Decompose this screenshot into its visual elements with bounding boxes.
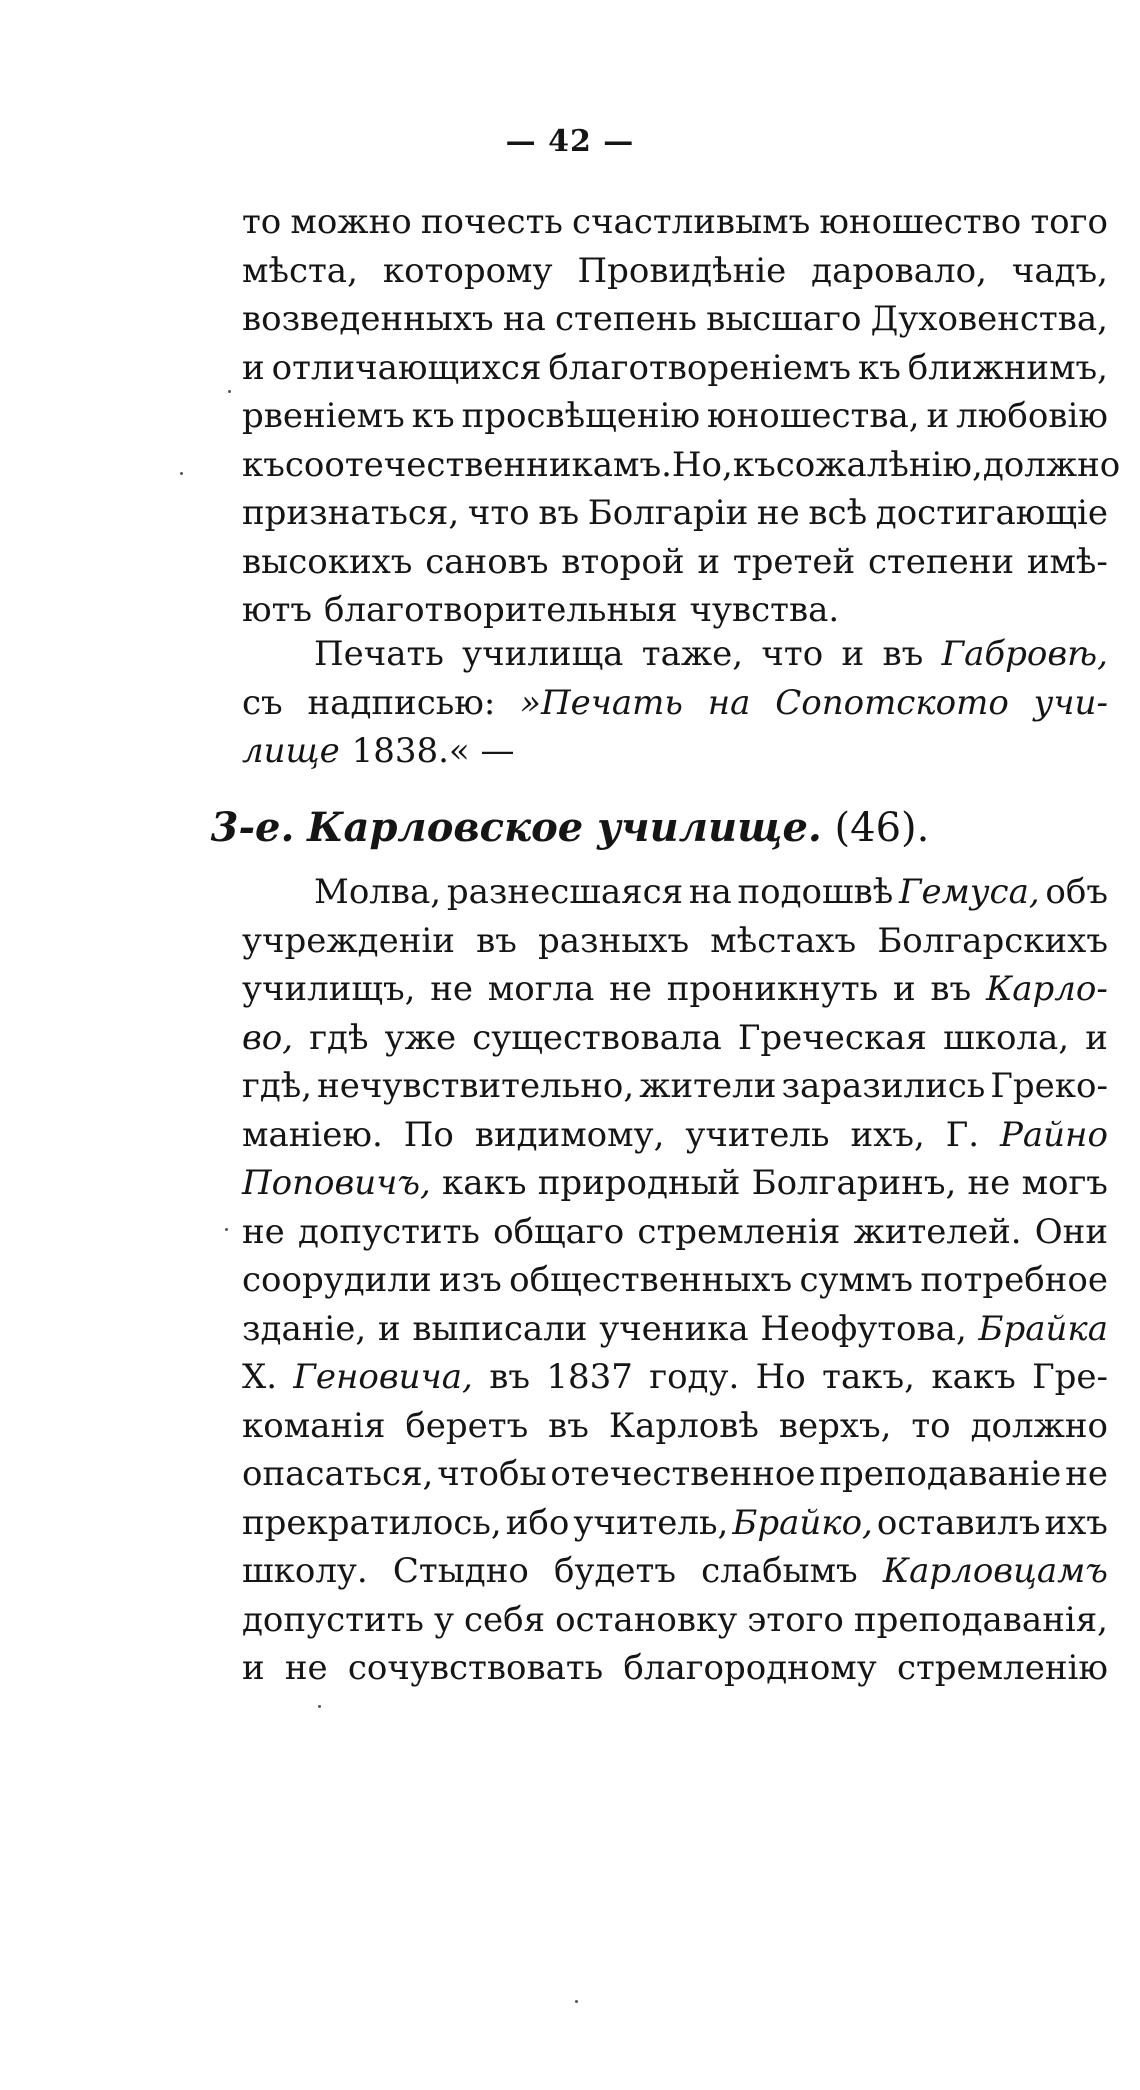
- word: и: [892, 969, 916, 1009]
- word: Болгаріи: [587, 493, 749, 533]
- word: и: [242, 347, 265, 388]
- word: какъ: [931, 1357, 1016, 1397]
- word: школу.: [242, 1551, 368, 1591]
- paragraph-1: [242, 198, 1121, 635]
- word: преподаваніе: [819, 1454, 1062, 1494]
- word: учрежденіи: [242, 920, 455, 961]
- word: третей: [732, 541, 856, 582]
- text-line: [242, 1062, 1108, 1111]
- word: ютъ: [242, 590, 313, 630]
- print-speck: [575, 2000, 578, 2003]
- print-speck: [225, 1228, 228, 1231]
- word: благотвореніемъ: [548, 347, 852, 388]
- word: къ: [242, 444, 285, 485]
- word: и: [242, 1648, 265, 1688]
- word: Они: [1034, 1211, 1108, 1252]
- italic-word: »Печать: [520, 682, 683, 723]
- word: 1838.« —: [351, 731, 515, 771]
- word: стремленія: [637, 1211, 841, 1252]
- word: Греко-: [990, 1066, 1108, 1106]
- word: не: [284, 1648, 328, 1688]
- text-line: [242, 295, 1108, 344]
- text-line: [242, 247, 1108, 296]
- italic-word: Габровѣ,: [941, 634, 1108, 674]
- section-title: Карловское училище.: [307, 804, 822, 851]
- word: которому: [382, 250, 553, 291]
- word: Но,: [671, 444, 733, 485]
- word: должно: [982, 444, 1121, 485]
- italic-word: Геновича,: [293, 1357, 473, 1397]
- word: просвѣщенію: [461, 396, 701, 436]
- word: этого: [747, 1599, 844, 1640]
- word: такъ,: [822, 1357, 915, 1397]
- text-line: [242, 630, 1108, 679]
- text-line: [242, 344, 1108, 393]
- word: себя: [463, 1599, 546, 1640]
- italic-word: Сопотското: [775, 682, 1009, 723]
- word: степень: [554, 299, 697, 339]
- text-line: [242, 1547, 1108, 1596]
- text-line: [242, 1014, 1108, 1063]
- word: ученика: [599, 1308, 749, 1349]
- text-line: [242, 1159, 1108, 1208]
- word: существовала: [472, 1017, 722, 1058]
- word: юношество: [819, 202, 1022, 242]
- word: что: [467, 493, 530, 533]
- word: 1837: [546, 1357, 633, 1397]
- word: достигающіе: [875, 493, 1108, 533]
- word: преподаванія,: [853, 1599, 1108, 1640]
- word: допустить: [298, 1211, 480, 1252]
- word: природный: [537, 1163, 741, 1203]
- word: заразились: [781, 1066, 986, 1106]
- word: юношества,: [707, 396, 920, 436]
- word: По: [403, 1114, 454, 1155]
- word: счастливымъ: [572, 202, 811, 242]
- word: соотечественникамъ.: [284, 444, 672, 485]
- word: и: [841, 634, 865, 674]
- print-speck: [318, 1705, 321, 1708]
- word: отечественное: [550, 1454, 816, 1494]
- word: рвеніемъ: [242, 396, 405, 436]
- word: въ: [476, 920, 517, 961]
- italic-word: учи-: [1033, 682, 1108, 723]
- text-line: [242, 1208, 1108, 1257]
- word: чтобы: [437, 1454, 547, 1494]
- italic-word: лище: [242, 731, 340, 771]
- page-number: — 42 —: [505, 124, 635, 159]
- italic-word: Карло-: [985, 969, 1108, 1009]
- word: почесть: [420, 202, 563, 242]
- word: подошвѣ: [737, 872, 894, 912]
- word: къ: [411, 396, 455, 436]
- word: соорудили: [242, 1260, 432, 1300]
- word: въ: [538, 493, 580, 533]
- word: команія: [242, 1405, 386, 1446]
- italic-word: Брайко,: [732, 1502, 873, 1543]
- word: верхъ,: [778, 1405, 892, 1446]
- word: беретъ: [405, 1405, 529, 1446]
- word: на: [502, 299, 546, 339]
- paragraph-3: [242, 868, 1108, 1693]
- word: отличающихся: [271, 347, 542, 388]
- word: разнесшаяся: [446, 872, 684, 912]
- word: признаться,: [242, 493, 460, 533]
- word: оставилъ: [876, 1502, 1041, 1543]
- word: въ: [548, 1405, 589, 1446]
- word: даровало,: [811, 250, 987, 291]
- word: благородному: [623, 1648, 877, 1688]
- text-line: [242, 1644, 1108, 1693]
- italic-word: Райно: [1000, 1114, 1108, 1155]
- text-line: [242, 441, 1121, 490]
- section-reference: (46).: [834, 805, 930, 851]
- word: Стыдно: [392, 1551, 529, 1591]
- italic-word: Карловцамъ: [882, 1551, 1108, 1591]
- word: выписали: [412, 1308, 588, 1349]
- word: то: [911, 1405, 951, 1446]
- word: Греческая: [737, 1017, 927, 1058]
- text-line: [242, 1353, 1108, 1402]
- word: то: [242, 202, 282, 242]
- text-line: [242, 198, 1108, 247]
- word: сановъ: [425, 541, 549, 582]
- word: не: [1065, 1454, 1108, 1494]
- word: должно: [970, 1405, 1108, 1446]
- word: и: [1085, 1017, 1108, 1058]
- text-line: [242, 965, 1108, 1014]
- word: суммъ: [799, 1260, 914, 1300]
- word: сожалѣнію,: [775, 444, 983, 485]
- word: не: [430, 969, 474, 1009]
- word: Г.: [945, 1114, 980, 1155]
- word: Но: [755, 1357, 806, 1397]
- word: надписью:: [307, 682, 496, 723]
- word: изъ: [438, 1260, 502, 1300]
- word: не: [609, 969, 652, 1009]
- italic-word: Брайка: [978, 1308, 1108, 1349]
- word: видимому,: [474, 1114, 665, 1155]
- word: прекратилось,: [242, 1502, 502, 1543]
- word: мѣста,: [242, 250, 358, 291]
- word: къ: [732, 444, 776, 485]
- text-line: [242, 868, 1108, 917]
- text-line: [242, 1256, 1108, 1305]
- word: съ: [242, 682, 283, 723]
- word: общественныхъ: [509, 1260, 793, 1300]
- word: Гре-: [1032, 1357, 1108, 1397]
- text-line: [242, 1596, 1108, 1645]
- word: уже: [384, 1017, 457, 1058]
- word: нечувствительно,: [317, 1066, 635, 1106]
- word: высокихъ: [242, 541, 413, 582]
- paragraph-2: [242, 630, 1108, 776]
- word: въ: [930, 969, 972, 1009]
- text-line: [242, 1499, 1108, 1548]
- word: степени: [867, 541, 1015, 582]
- word: не: [756, 493, 800, 533]
- print-speck: [180, 472, 183, 475]
- word: таже,: [641, 634, 744, 674]
- text-line: [242, 1402, 1108, 1451]
- word: разныхъ: [538, 920, 690, 961]
- word: на: [688, 872, 732, 912]
- word: въ: [882, 634, 924, 674]
- word: Печать: [314, 634, 444, 674]
- italic-word: Гемуса,: [899, 872, 1040, 912]
- word: ибо: [505, 1502, 570, 1543]
- word: можно: [290, 202, 412, 242]
- word: гдѣ,: [242, 1066, 313, 1106]
- section-number: 3-е.: [210, 804, 295, 851]
- word: чадъ,: [1011, 250, 1108, 291]
- word: Провидѣніе: [577, 250, 787, 291]
- word: году.: [649, 1357, 740, 1397]
- word: маніею.: [242, 1114, 383, 1155]
- word: того: [1030, 202, 1108, 242]
- word: любовію: [956, 396, 1108, 436]
- word: Болгаринъ,: [751, 1163, 957, 1203]
- text-line: [242, 489, 1108, 538]
- word: возведенныхъ: [242, 299, 494, 339]
- word: зданіе,: [242, 1308, 367, 1349]
- word: имѣ-: [1026, 541, 1108, 582]
- word: у: [433, 1599, 454, 1640]
- word: чувства.: [689, 590, 840, 630]
- word: жители: [639, 1066, 777, 1106]
- word: училища: [462, 634, 624, 674]
- word: благотворительныя: [323, 590, 678, 630]
- text-line: [242, 1305, 1108, 1354]
- text-line: [242, 392, 1108, 441]
- italic-word: Поповичъ,: [242, 1163, 431, 1203]
- word: учитель: [685, 1114, 830, 1155]
- word: стремленію: [896, 1648, 1108, 1688]
- text-line: [242, 1450, 1108, 1499]
- text-line: [242, 1111, 1108, 1160]
- word: какъ: [442, 1163, 527, 1203]
- word: объ: [1045, 872, 1108, 912]
- word: къ: [857, 347, 901, 388]
- word: ближнимъ,: [907, 347, 1108, 388]
- word: школа,: [943, 1017, 1070, 1058]
- word: общаго: [493, 1211, 625, 1252]
- word: Неофутова,: [760, 1308, 967, 1349]
- word: Х.: [242, 1357, 278, 1397]
- word: Молва,: [314, 872, 442, 912]
- word: второй: [561, 541, 685, 582]
- word: высшаго: [706, 299, 862, 339]
- word: остановку: [555, 1599, 738, 1640]
- word: слабымъ: [701, 1551, 858, 1591]
- word: будетъ: [554, 1551, 676, 1591]
- word: и: [926, 396, 950, 436]
- word: проникнуть: [666, 969, 879, 1009]
- section-heading: [0, 800, 1140, 856]
- word: могла: [487, 969, 595, 1009]
- print-speck: [228, 390, 231, 393]
- word: Карловѣ: [608, 1405, 759, 1446]
- word: опасаться,: [242, 1454, 434, 1494]
- word: и: [697, 541, 721, 582]
- text-line: [242, 727, 1108, 776]
- word: могъ: [1021, 1163, 1108, 1203]
- word: Духовенства,: [870, 299, 1108, 339]
- word: мѣстахъ: [710, 920, 857, 961]
- word: гдѣ: [309, 1017, 369, 1058]
- text-line: [242, 586, 1108, 635]
- word: ихъ,: [850, 1114, 925, 1155]
- word: и: [377, 1308, 401, 1349]
- word: что: [761, 634, 824, 674]
- word: не: [967, 1163, 1011, 1203]
- word: въ: [489, 1357, 530, 1397]
- word: училищъ,: [242, 969, 416, 1009]
- text-line: [242, 917, 1108, 966]
- word: допустить: [242, 1599, 424, 1640]
- italic-word: на: [707, 682, 751, 723]
- word: учитель,: [573, 1502, 729, 1543]
- word: не: [242, 1211, 285, 1252]
- text-line: [242, 538, 1108, 587]
- word: жителей.: [853, 1211, 1022, 1252]
- text-line: [242, 679, 1108, 728]
- word: Болгарскихъ: [877, 920, 1108, 961]
- word: потребное: [920, 1260, 1108, 1300]
- word: всѣ: [808, 493, 868, 533]
- word: сочувствовать: [347, 1648, 604, 1688]
- word: ихъ: [1044, 1502, 1108, 1543]
- italic-word: во,: [242, 1017, 294, 1058]
